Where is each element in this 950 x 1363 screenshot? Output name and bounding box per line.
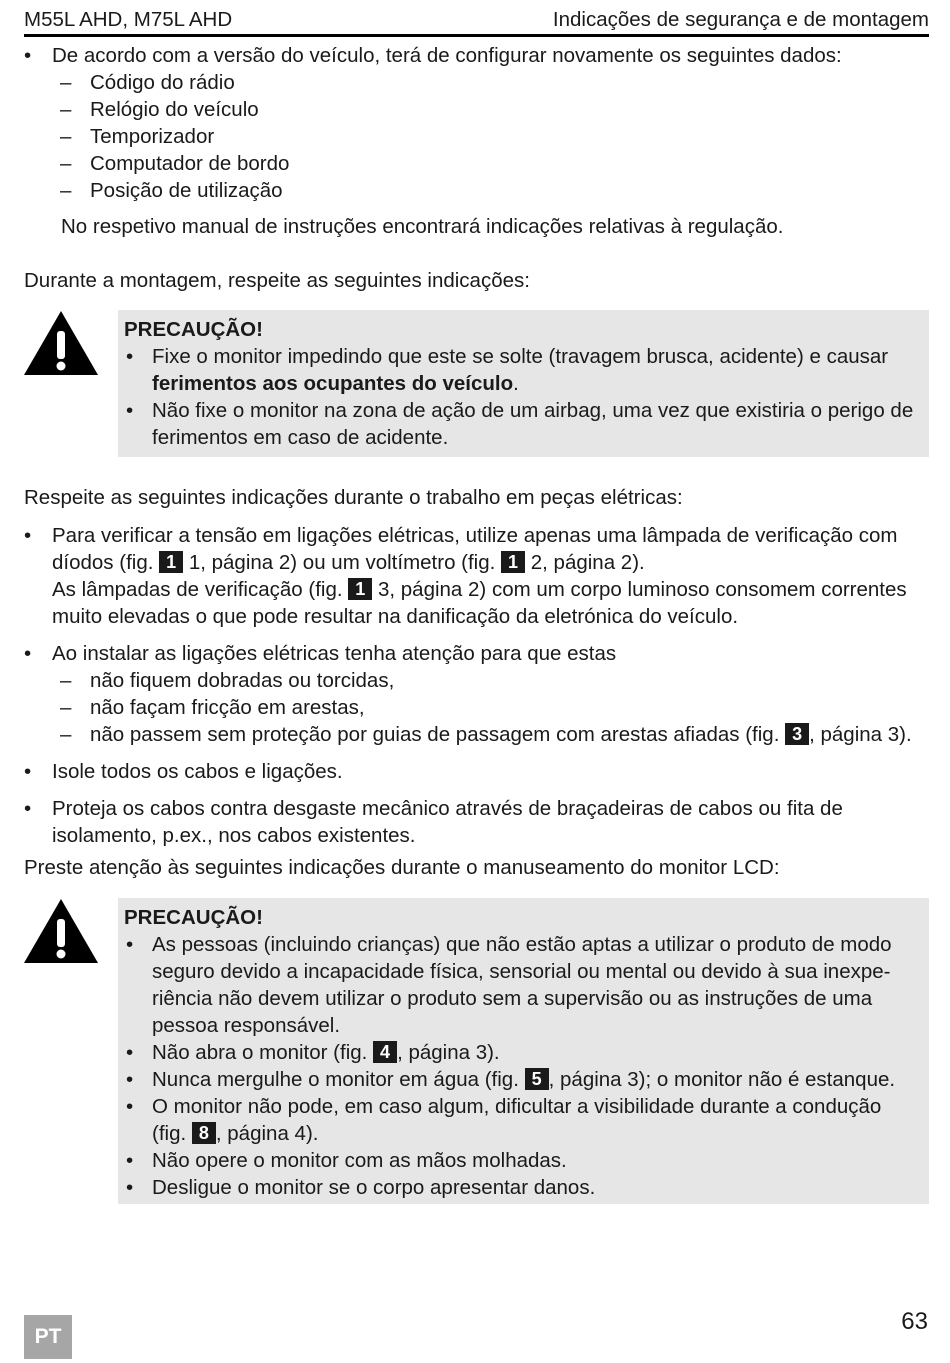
warning-item — [124, 931, 919, 1039]
dash: – — [60, 125, 72, 148]
text-part: díodos (fig. — [52, 551, 154, 574]
bullet: • — [126, 1041, 134, 1064]
figure-ref-badge: 1 — [501, 551, 525, 573]
list-item — [24, 69, 929, 96]
lcd-warning — [118, 898, 929, 1204]
figure-ref-badge: 8 — [192, 1122, 216, 1144]
bullet: • — [126, 345, 134, 368]
text-part: 2, página 2). — [530, 551, 645, 574]
warning-text: , página 3); o monitor não é estanque. — [548, 1068, 896, 1091]
text-line: Proteja os cabos contra desgaste mecânico através de braçadeiras de cabos ou fita de isolamento, p.ex., nos cabos existentes. — [52, 797, 843, 847]
list-item — [24, 522, 929, 630]
dash: – — [60, 71, 72, 94]
text-line: Para verificar a tensão em ligações elétricas, utilize apenas uma lâmpada de verificação com — [52, 524, 898, 547]
warning-item — [124, 1066, 919, 1093]
warning-title: PRECAUÇÃO! — [124, 318, 263, 341]
dash: – — [60, 723, 72, 746]
warning-text: Não fixe o monitor na zona de ação de um airbag, uma vez que existiria o perigo de ferimentos em caso de acidente. — [152, 399, 914, 449]
intro-item: Posição de utilização — [90, 179, 283, 202]
bullet: • — [126, 933, 134, 956]
mounting-heading: Durante a montagem, respeite as seguintes indicações: — [24, 269, 530, 292]
text-line — [52, 549, 929, 576]
warning-text: Não opere o monitor com as mãos molhadas. — [152, 1149, 567, 1172]
intro-item: Código do rádio — [90, 71, 235, 94]
list-item — [24, 640, 929, 667]
section-title: Indicações de segurança e de montagem — [552, 8, 929, 31]
intro-item: Temporizador — [90, 125, 215, 148]
bullet: • — [126, 1095, 134, 1118]
warning-text: O monitor não pode, em caso algum, dificultar a visibilidade durante a condução — [152, 1095, 882, 1118]
warning-item — [124, 1147, 919, 1174]
warning-item — [124, 397, 919, 451]
list-item — [24, 667, 929, 694]
list-item — [24, 177, 929, 204]
bullet: • — [126, 1176, 134, 1199]
bullet: • — [24, 797, 32, 820]
intro-item: Computador de bordo — [90, 152, 290, 175]
warning-item — [124, 1174, 919, 1201]
list-item — [24, 150, 929, 177]
text-line: Ao instalar as ligações elétricas tenha atenção para que estas — [52, 642, 617, 665]
warning-bold-text: ferimentos aos ocupantes do veículo — [152, 372, 514, 395]
intro-note: No respetivo manual de instruções encontrará indicações relativas à regulação. — [61, 215, 784, 238]
warning-text: Nunca mergulhe o monitor em água (fig. — [152, 1068, 519, 1091]
warning-text: Fixe o monitor impedindo que este se solte (travagem brusca, acidente) e causar — [152, 345, 889, 368]
intro-section — [24, 42, 929, 240]
text-line — [52, 576, 929, 603]
page-number: 63 — [901, 1308, 928, 1335]
electrical-heading: Respeite as seguintes indicações durante o trabalho em peças elétricas: — [24, 486, 683, 509]
text-part: 3, página 2) com um corpo luminoso consomem correntes — [377, 578, 907, 601]
warning-item — [124, 343, 919, 397]
sub-item: , página 3). — [809, 723, 912, 746]
list-item — [24, 795, 929, 849]
figure-ref-badge: 5 — [525, 1068, 549, 1090]
dash: – — [60, 179, 72, 202]
text-part: As lâmpadas de verificação (fig. — [52, 578, 343, 601]
text-line: muito elevadas o que pode resultar na danificação da eletrónica do veículo. — [52, 605, 739, 628]
list-item — [24, 758, 929, 785]
bullet: • — [24, 44, 32, 67]
sub-item: não passem sem proteção por guias de passagem com arestas afiadas (fig. — [90, 723, 780, 746]
bullet: • — [24, 642, 32, 665]
warning-title: PRECAUÇÃO! — [124, 906, 263, 929]
mounting-warning — [118, 310, 929, 457]
list-item — [24, 694, 929, 721]
warning-text: , página 4). — [215, 1122, 319, 1145]
warning-end: . — [513, 372, 519, 395]
bullet: • — [126, 1068, 134, 1091]
figure-ref-badge: 1 — [159, 551, 183, 573]
bullet: • — [126, 399, 134, 422]
page-header — [24, 6, 929, 37]
list-item — [24, 123, 929, 150]
warning-text: Não abra o monitor (fig. — [152, 1041, 368, 1064]
warning-text: As pessoas (incluindo crianças) que não estão aptas a utilizar o produto de modo seguro devido a incapacidade física, sensorial ou mental ou devido à sua inexperiência não devem utilizar o produto sem a supervisão ou as instruções de uma pessoa responsável. — [152, 933, 892, 1037]
sub-item: não façam fricção em arestas, — [90, 696, 365, 719]
figure-ref-badge: 4 — [373, 1041, 397, 1063]
warning-text: (fig. — [152, 1122, 187, 1145]
warning-triangle-icon — [22, 309, 100, 377]
list-item — [24, 42, 929, 69]
intro-text: De acordo com a versão do veículo, terá de configurar novamente os seguintes dados: — [52, 44, 842, 67]
dash: – — [60, 696, 72, 719]
text-part: 1, página 2) ou um voltímetro (fig. — [188, 551, 496, 574]
dash: – — [60, 98, 72, 121]
intro-item: Relógio do veículo — [90, 98, 259, 121]
lcd-heading: Preste atenção às seguintes indicações durante o manuseamento do monitor LCD: — [24, 856, 780, 879]
model-title: M55L AHD, M75L AHD — [24, 8, 233, 31]
list-item — [24, 721, 929, 748]
warning-item — [124, 1039, 919, 1066]
language-badge: PT — [24, 1315, 72, 1359]
warning-text: Desligue o monitor se o corpo apresentar danos. — [152, 1176, 596, 1199]
warning-triangle-icon — [22, 897, 100, 965]
sub-item: não fiquem dobradas ou torcidas, — [90, 669, 395, 692]
warning-item — [124, 1093, 919, 1147]
bullet: • — [24, 760, 32, 783]
electrical-section — [24, 484, 929, 849]
list-item — [24, 96, 929, 123]
bullet: • — [126, 1149, 134, 1172]
figure-ref-badge: 3 — [785, 723, 809, 745]
dash: – — [60, 152, 72, 175]
warning-text-line — [152, 1120, 919, 1147]
dash: – — [60, 669, 72, 692]
figure-ref-badge: 1 — [348, 578, 372, 600]
bullet: • — [24, 524, 32, 547]
text-line: Isole todos os cabos e ligações. — [52, 760, 343, 783]
warning-text: , página 3). — [397, 1041, 500, 1064]
